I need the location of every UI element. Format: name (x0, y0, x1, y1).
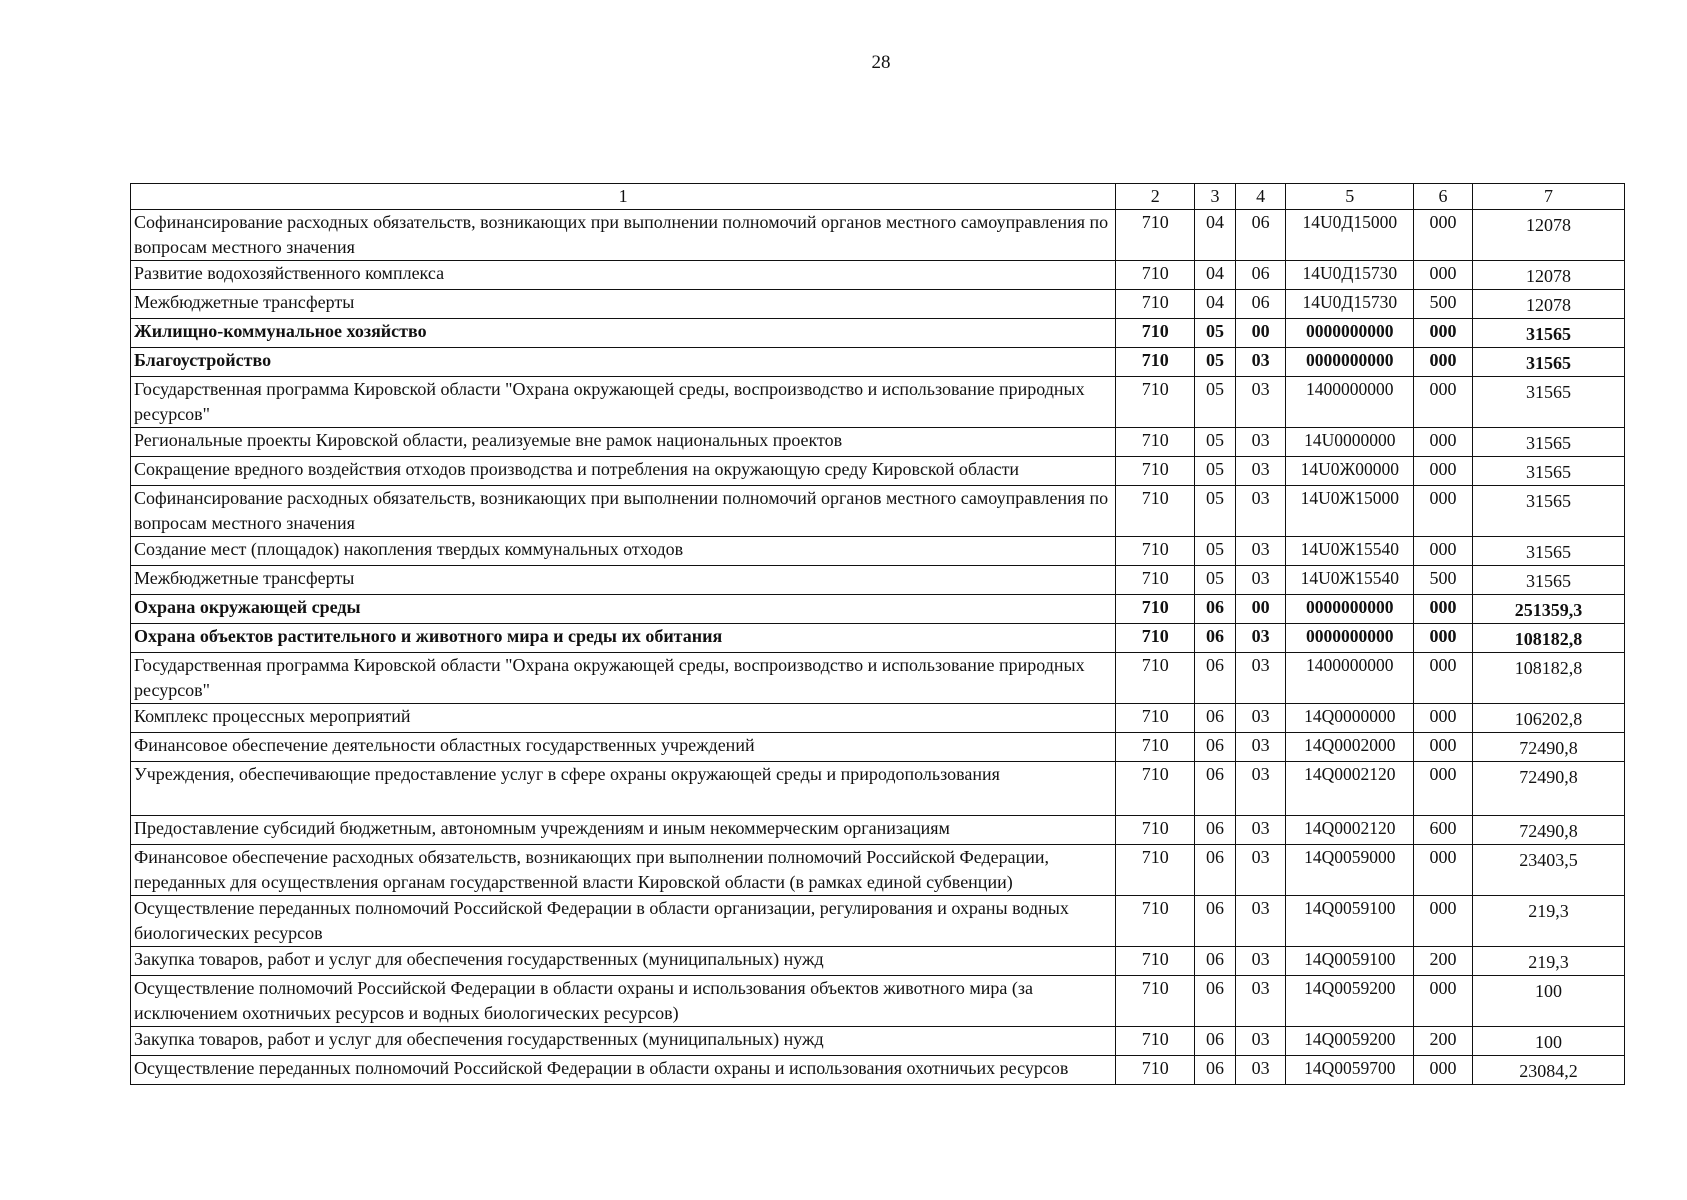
row-code-4: 03 (1235, 704, 1286, 733)
table-row (131, 704, 1625, 733)
row-amount: 219,3 (1472, 896, 1624, 947)
table-row (131, 1056, 1625, 1085)
row-name: Закупка товаров, работ и услуг для обеспечения государственных (муниципальных) нужд (131, 1027, 1116, 1056)
row-code-4: 03 (1235, 537, 1286, 566)
row-code-5: 0000000000 (1286, 595, 1414, 624)
row-amount: 31565 (1472, 566, 1624, 595)
row-code-4: 03 (1235, 1056, 1286, 1085)
row-amount: 23403,5 (1472, 845, 1624, 896)
row-code-2: 710 (1116, 348, 1195, 377)
budget-table (130, 183, 1625, 1085)
row-code-6: 000 (1414, 595, 1473, 624)
table-row (131, 624, 1625, 653)
row-name: Региональные проекты Кировской области, реализуемые вне рамок национальных проектов (131, 428, 1116, 457)
row-name: Государственная программа Кировской области "Охрана окружающей среды, воспроизводство и использование природных ресурсов" (131, 377, 1116, 428)
table-row (131, 762, 1625, 816)
row-name: Жилищно-коммунальное хозяйство (131, 319, 1116, 348)
row-code-6: 000 (1414, 624, 1473, 653)
row-name: Межбюджетные трансферты (131, 566, 1116, 595)
row-code-2: 710 (1116, 457, 1195, 486)
row-code-5: 14Q0059100 (1286, 896, 1414, 947)
row-name: Осуществление полномочий Российской Федерации в области охраны и использования объектов животного мира (за исключением охотничьих ресурсов и водных биологических ресурсов) (131, 976, 1116, 1027)
row-code-6: 000 (1414, 1056, 1473, 1085)
column-header-7: 7 (1472, 184, 1624, 210)
row-code-4: 03 (1235, 1027, 1286, 1056)
row-code-5: 14U0Ж00000 (1286, 457, 1414, 486)
row-code-6: 000 (1414, 976, 1473, 1027)
row-code-4: 03 (1235, 976, 1286, 1027)
row-name: Софинансирование расходных обязательств, возникающих при выполнении полномочий органов местного самоуправления по вопросам местного значения (131, 210, 1116, 261)
row-code-2: 710 (1116, 1027, 1195, 1056)
row-amount: 31565 (1472, 319, 1624, 348)
row-amount: 31565 (1472, 486, 1624, 537)
row-code-2: 710 (1116, 976, 1195, 1027)
row-code-3: 06 (1195, 733, 1236, 762)
table-row (131, 210, 1625, 261)
row-code-4: 03 (1235, 947, 1286, 976)
row-name: Сокращение вредного воздействия отходов производства и потребления на окружающую среду Кировской области (131, 457, 1116, 486)
row-code-5: 14U0Д15730 (1286, 290, 1414, 319)
row-code-5: 14Q0059200 (1286, 1027, 1414, 1056)
row-code-2: 710 (1116, 566, 1195, 595)
row-code-2: 710 (1116, 816, 1195, 845)
row-amount: 31565 (1472, 457, 1624, 486)
row-code-6: 000 (1414, 210, 1473, 261)
row-code-5: 14Q0002120 (1286, 762, 1414, 816)
row-code-5: 14U0000000 (1286, 428, 1414, 457)
row-code-5: 14Q0059000 (1286, 845, 1414, 896)
row-amount: 12078 (1472, 261, 1624, 290)
table-row (131, 1027, 1625, 1056)
column-header-1: 1 (131, 184, 1116, 210)
row-code-4: 03 (1235, 377, 1286, 428)
row-code-5: 14Q0059700 (1286, 1056, 1414, 1085)
row-amount: 31565 (1472, 377, 1624, 428)
column-header-4: 4 (1235, 184, 1286, 210)
table-row (131, 566, 1625, 595)
row-code-5: 1400000000 (1286, 377, 1414, 428)
row-name: Предоставление субсидий бюджетным, автономным учреждениям и иным некоммерческим организациям (131, 816, 1116, 845)
table-row (131, 976, 1625, 1027)
row-code-6: 000 (1414, 762, 1473, 816)
row-name: Охрана окружающей среды (131, 595, 1116, 624)
row-code-4: 00 (1235, 595, 1286, 624)
row-amount: 100 (1472, 976, 1624, 1027)
table-row (131, 896, 1625, 947)
row-code-4: 03 (1235, 733, 1286, 762)
row-code-3: 04 (1195, 290, 1236, 319)
row-code-3: 05 (1195, 537, 1236, 566)
row-code-4: 03 (1235, 457, 1286, 486)
row-code-6: 500 (1414, 290, 1473, 319)
row-name: Государственная программа Кировской области "Охрана окружающей среды, воспроизводство и использование природных ресурсов" (131, 653, 1116, 704)
row-code-3: 06 (1195, 816, 1236, 845)
row-code-2: 710 (1116, 595, 1195, 624)
row-amount: 31565 (1472, 428, 1624, 457)
row-code-6: 000 (1414, 896, 1473, 947)
row-code-4: 06 (1235, 210, 1286, 261)
row-code-3: 05 (1195, 348, 1236, 377)
row-code-2: 710 (1116, 210, 1195, 261)
row-code-3: 06 (1195, 653, 1236, 704)
row-name: Осуществление переданных полномочий Российской Федерации в области охраны и использования охотничьих ресурсов (131, 1056, 1116, 1085)
row-code-3: 06 (1195, 845, 1236, 896)
page-number: 28 (871, 52, 891, 73)
row-code-5: 14U0Ж15000 (1286, 486, 1414, 537)
table-row (131, 595, 1625, 624)
row-code-5: 14U0Ж15540 (1286, 537, 1414, 566)
row-code-6: 000 (1414, 845, 1473, 896)
row-code-2: 710 (1116, 653, 1195, 704)
table-row (131, 457, 1625, 486)
row-amount: 108182,8 (1472, 624, 1624, 653)
row-code-2: 710 (1116, 428, 1195, 457)
row-code-6: 000 (1414, 428, 1473, 457)
row-amount: 12078 (1472, 210, 1624, 261)
row-name: Финансовое обеспечение деятельности областных государственных учреждений (131, 733, 1116, 762)
row-code-3: 04 (1195, 210, 1236, 261)
row-code-3: 05 (1195, 457, 1236, 486)
row-name: Осуществление переданных полномочий Российской Федерации в области организации, регулирования и охраны водных биологических ресурсов (131, 896, 1116, 947)
row-code-4: 06 (1235, 261, 1286, 290)
row-code-4: 03 (1235, 428, 1286, 457)
row-name: Благоустройство (131, 348, 1116, 377)
row-code-3: 06 (1195, 1056, 1236, 1085)
row-code-4: 00 (1235, 319, 1286, 348)
row-code-5: 14Q0059200 (1286, 976, 1414, 1027)
row-code-6: 000 (1414, 377, 1473, 428)
row-code-6: 000 (1414, 261, 1473, 290)
row-code-3: 05 (1195, 566, 1236, 595)
row-code-3: 06 (1195, 624, 1236, 653)
table-row (131, 733, 1625, 762)
row-code-2: 710 (1116, 704, 1195, 733)
row-name: Создание мест (площадок) накопления твердых коммунальных отходов (131, 537, 1116, 566)
row-code-3: 06 (1195, 976, 1236, 1027)
row-code-4: 03 (1235, 762, 1286, 816)
row-code-4: 03 (1235, 486, 1286, 537)
row-code-5: 14Q0002000 (1286, 733, 1414, 762)
row-code-6: 000 (1414, 653, 1473, 704)
row-code-5: 14Q0059100 (1286, 947, 1414, 976)
row-code-2: 710 (1116, 319, 1195, 348)
row-amount: 219,3 (1472, 947, 1624, 976)
row-code-6: 200 (1414, 947, 1473, 976)
row-code-4: 03 (1235, 845, 1286, 896)
table-row (131, 816, 1625, 845)
row-code-2: 710 (1116, 624, 1195, 653)
row-name: Закупка товаров, работ и услуг для обеспечения государственных (муниципальных) нужд (131, 947, 1116, 976)
row-code-3: 05 (1195, 486, 1236, 537)
row-code-2: 710 (1116, 845, 1195, 896)
column-header-3: 3 (1195, 184, 1236, 210)
row-code-5: 14U0Ж15540 (1286, 566, 1414, 595)
table-row (131, 319, 1625, 348)
row-code-2: 710 (1116, 1056, 1195, 1085)
row-code-3: 06 (1195, 896, 1236, 947)
row-code-4: 03 (1235, 624, 1286, 653)
header-row (131, 184, 1625, 210)
row-code-3: 04 (1195, 261, 1236, 290)
table-row (131, 348, 1625, 377)
row-amount: 31565 (1472, 348, 1624, 377)
row-amount: 72490,8 (1472, 733, 1624, 762)
row-code-5: 14Q0002120 (1286, 816, 1414, 845)
row-code-3: 06 (1195, 595, 1236, 624)
row-amount: 72490,8 (1472, 816, 1624, 845)
row-code-2: 710 (1116, 537, 1195, 566)
row-name: Финансовое обеспечение расходных обязательств, возникающих при выполнении полномочий Российской Федерации, переданных для осуществления органам государственной власти Кировской области (в рамках единой субвенции) (131, 845, 1116, 896)
row-code-4: 03 (1235, 896, 1286, 947)
row-name: Развитие водохозяйственного комплекса (131, 261, 1116, 290)
row-code-3: 06 (1195, 762, 1236, 816)
row-code-5: 14U0Д15730 (1286, 261, 1414, 290)
row-code-2: 710 (1116, 896, 1195, 947)
row-amount: 23084,2 (1472, 1056, 1624, 1085)
row-amount: 72490,8 (1472, 762, 1624, 816)
row-code-5: 0000000000 (1286, 319, 1414, 348)
table-row (131, 537, 1625, 566)
row-code-5: 14Q0000000 (1286, 704, 1414, 733)
table-row (131, 486, 1625, 537)
row-code-6: 000 (1414, 486, 1473, 537)
table-row (131, 428, 1625, 457)
row-code-6: 600 (1414, 816, 1473, 845)
row-code-2: 710 (1116, 762, 1195, 816)
row-code-2: 710 (1116, 377, 1195, 428)
row-amount: 108182,8 (1472, 653, 1624, 704)
table-row (131, 653, 1625, 704)
row-code-4: 06 (1235, 290, 1286, 319)
row-amount: 106202,8 (1472, 704, 1624, 733)
table-body (131, 210, 1625, 1085)
row-code-6: 000 (1414, 704, 1473, 733)
row-amount: 12078 (1472, 290, 1624, 319)
row-code-6: 000 (1414, 733, 1473, 762)
column-header-6: 6 (1414, 184, 1473, 210)
row-code-2: 710 (1116, 486, 1195, 537)
row-code-3: 06 (1195, 704, 1236, 733)
table-row (131, 947, 1625, 976)
row-amount: 100 (1472, 1027, 1624, 1056)
row-amount: 31565 (1472, 537, 1624, 566)
column-header-2: 2 (1116, 184, 1195, 210)
row-code-6: 000 (1414, 457, 1473, 486)
row-amount: 251359,3 (1472, 595, 1624, 624)
row-name: Комплекс процессных мероприятий (131, 704, 1116, 733)
column-header-5: 5 (1286, 184, 1414, 210)
row-code-3: 06 (1195, 947, 1236, 976)
row-code-4: 03 (1235, 566, 1286, 595)
row-code-6: 000 (1414, 537, 1473, 566)
row-name: Софинансирование расходных обязательств, возникающих при выполнении полномочий органов местного самоуправления по вопросам местного значения (131, 486, 1116, 537)
row-code-2: 710 (1116, 947, 1195, 976)
row-code-4: 03 (1235, 348, 1286, 377)
row-code-6: 200 (1414, 1027, 1473, 1056)
row-code-5: 0000000000 (1286, 624, 1414, 653)
row-code-2: 710 (1116, 290, 1195, 319)
table-row (131, 290, 1625, 319)
row-code-2: 710 (1116, 261, 1195, 290)
table-row (131, 377, 1625, 428)
row-code-5: 0000000000 (1286, 348, 1414, 377)
row-code-6: 000 (1414, 348, 1473, 377)
row-code-3: 06 (1195, 1027, 1236, 1056)
row-name: Межбюджетные трансферты (131, 290, 1116, 319)
table-row (131, 261, 1625, 290)
row-code-4: 03 (1235, 816, 1286, 845)
row-name: Учреждения, обеспечивающие предоставление услуг в сфере охраны окружающей среды и природопользования (131, 762, 1116, 816)
row-name: Охрана объектов растительного и животного мира и среды их обитания (131, 624, 1116, 653)
row-code-6: 000 (1414, 319, 1473, 348)
row-code-3: 05 (1195, 319, 1236, 348)
row-code-3: 05 (1195, 377, 1236, 428)
table-row (131, 845, 1625, 896)
row-code-5: 14U0Д15000 (1286, 210, 1414, 261)
row-code-4: 03 (1235, 653, 1286, 704)
row-code-2: 710 (1116, 733, 1195, 762)
row-code-5: 1400000000 (1286, 653, 1414, 704)
row-code-6: 500 (1414, 566, 1473, 595)
row-code-3: 05 (1195, 428, 1236, 457)
